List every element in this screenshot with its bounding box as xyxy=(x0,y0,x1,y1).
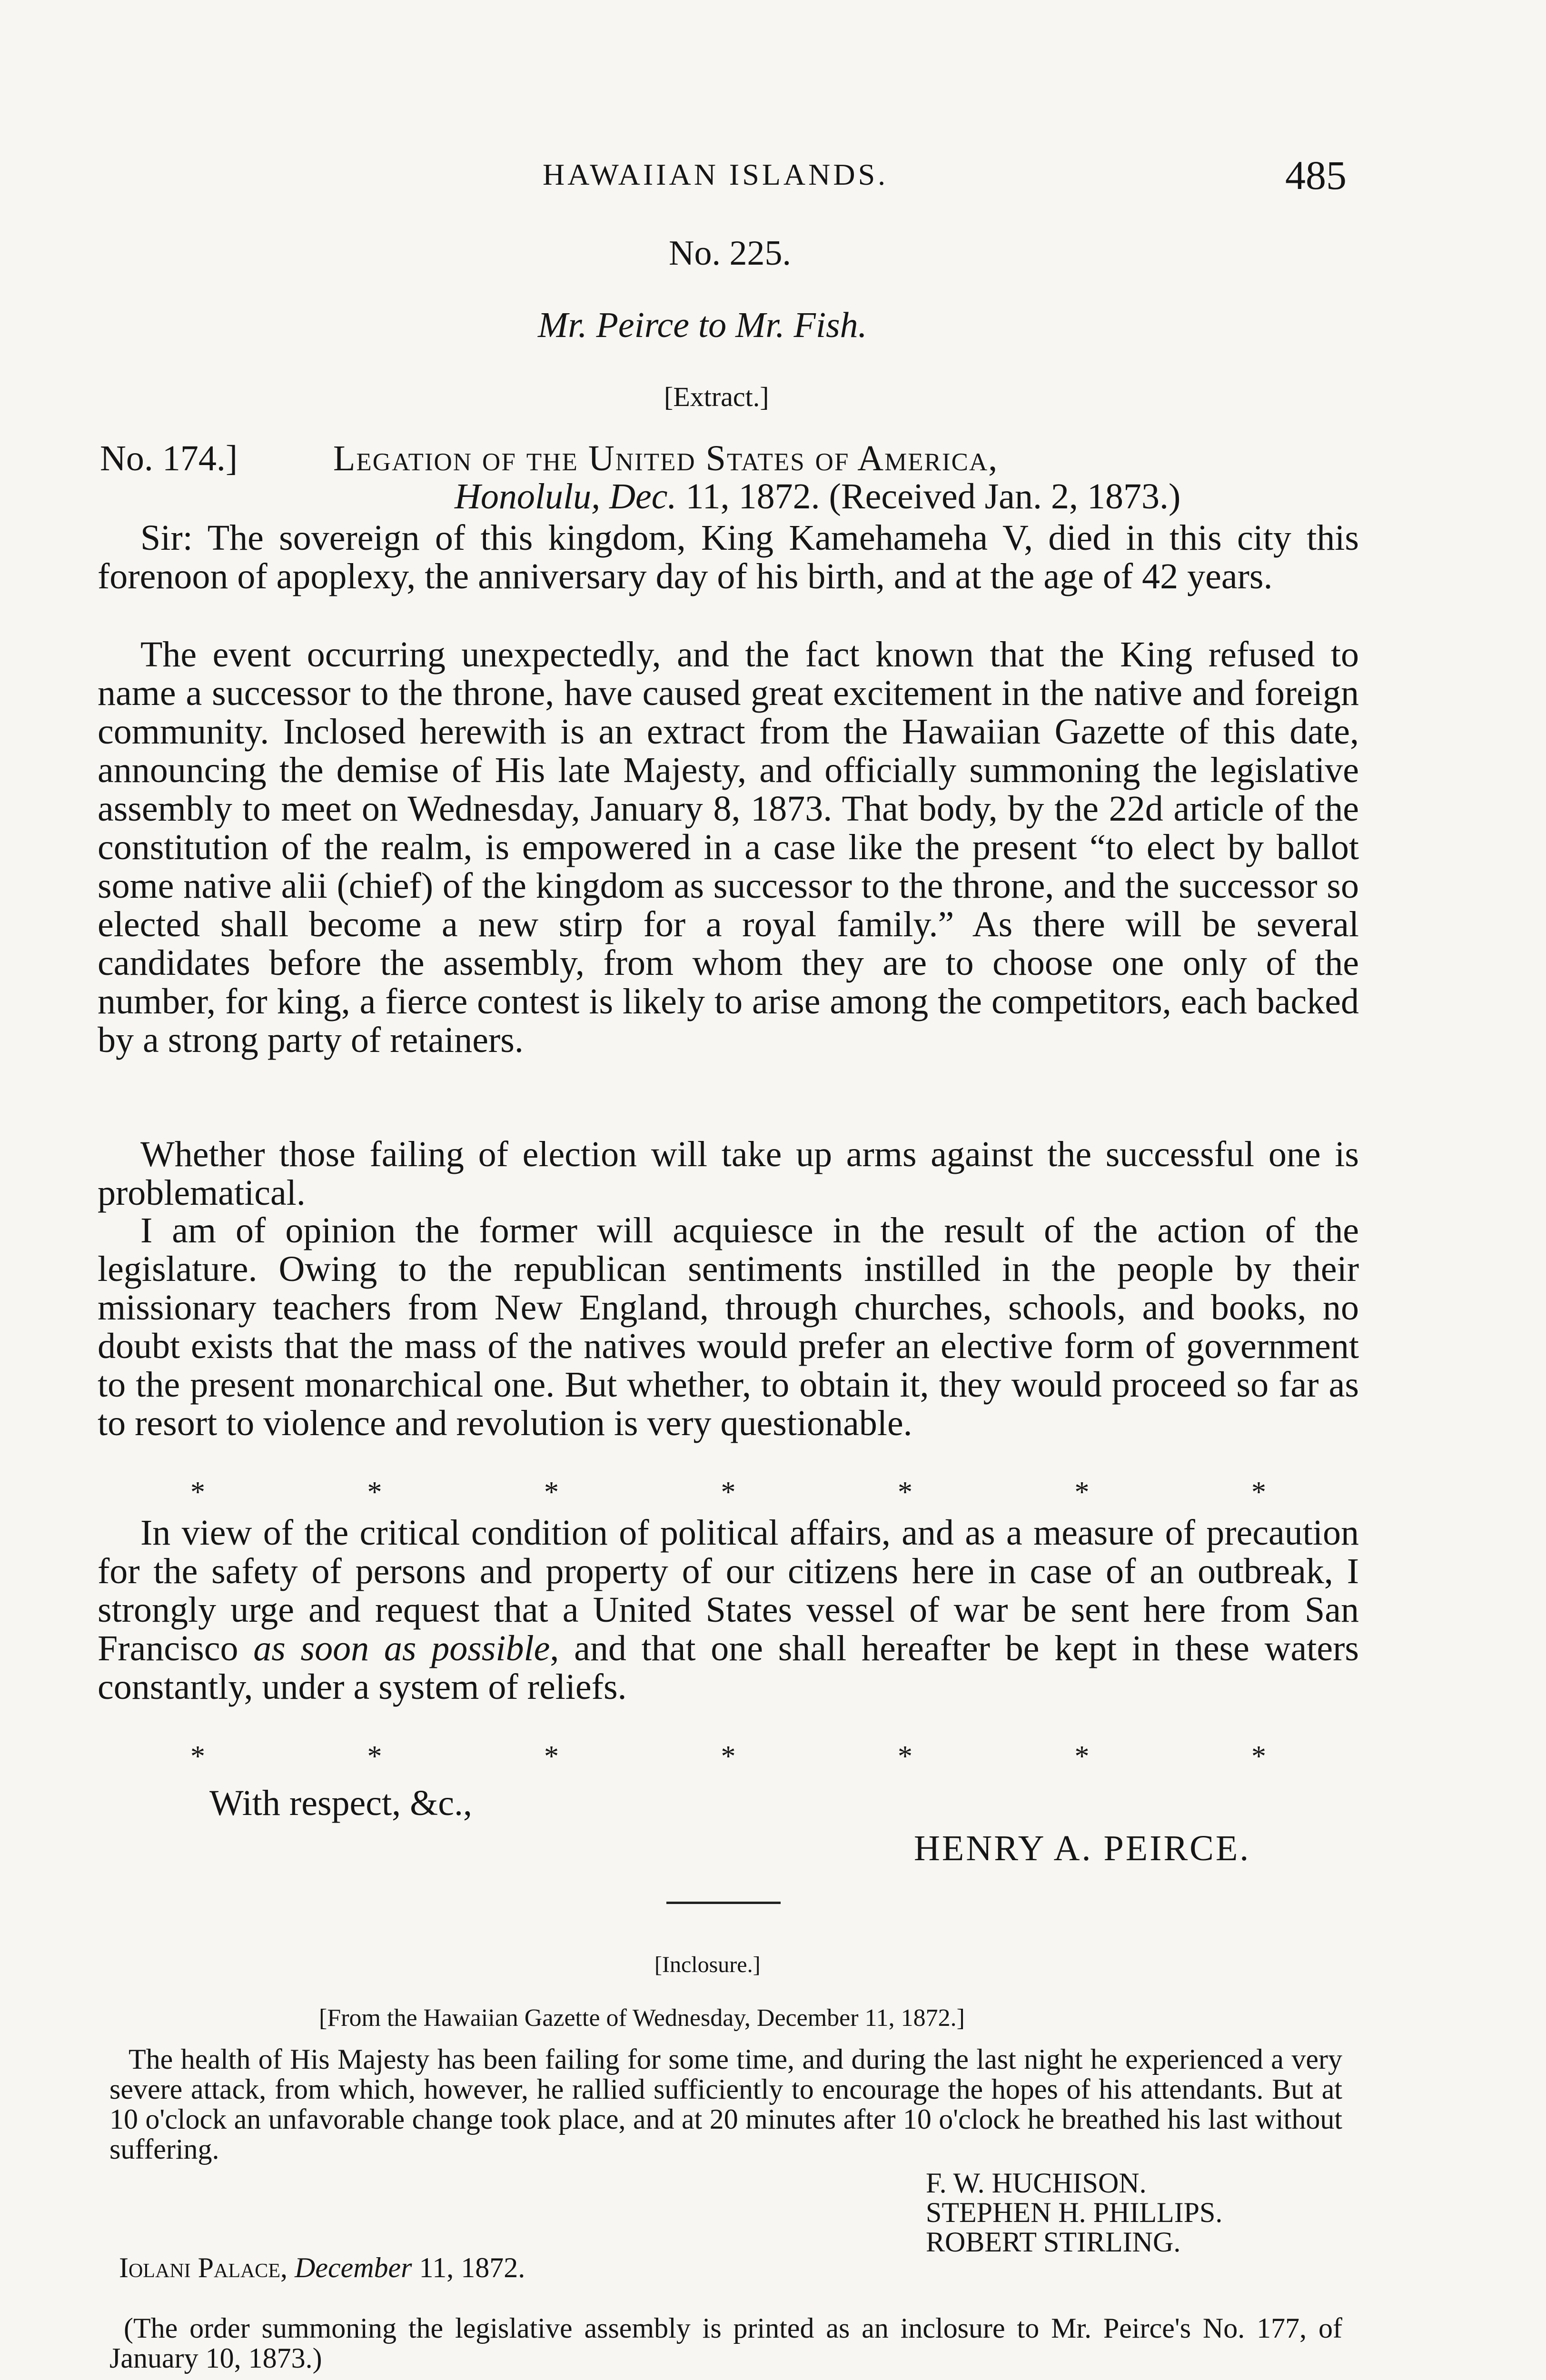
date-rest: 11, 1872. xyxy=(412,2252,525,2283)
letter-closing: With respect, &c., xyxy=(209,1783,472,1823)
dateline-place: Honolulu, Dec. xyxy=(455,476,677,516)
star: * xyxy=(544,1740,559,1773)
letter-paragraph-3: Whether those failing of election will take up arms against the successful one is problematical. xyxy=(98,1134,1359,1213)
place: Iolani Palace, xyxy=(119,2252,287,2283)
star: * xyxy=(190,1740,205,1773)
star: * xyxy=(1251,1476,1266,1508)
p5-text-b: , and that one shall hereafter be kept in these waters constantly, under a system of reliefs. xyxy=(98,1628,1359,1707)
letter-paragraph-1: Sir: The sovereign of this kingdom, King Kamehameha V, died in this city this forenoon of apoplexy, the anniversary day of his birth, and at the age of 42 years. xyxy=(98,518,1359,596)
date-month: December xyxy=(287,2252,412,2283)
star: * xyxy=(1074,1476,1090,1508)
running-head: HAWAIIAN ISLANDS. xyxy=(543,158,889,191)
star: * xyxy=(721,1740,736,1773)
letter-signature: HENRY A. PEIRCE. xyxy=(914,1828,1251,1868)
omission-stars xyxy=(190,1740,1266,1774)
star: * xyxy=(898,1740,912,1773)
star: * xyxy=(1074,1740,1090,1773)
inclosure-signers xyxy=(926,2168,1222,2257)
legation-heading: Legation of the United States of America, xyxy=(333,438,999,478)
signer: ROBERT STIRLING. xyxy=(926,2226,1181,2258)
letter-paragraph-5 xyxy=(98,1514,1359,1706)
dateline-date: 11, 1872. (Received Jan. 2, 1873.) xyxy=(676,476,1181,516)
star: * xyxy=(367,1476,382,1508)
page-number: 485 xyxy=(1285,152,1347,198)
dateline xyxy=(455,476,1180,517)
signer: F. W. HUCHISON. xyxy=(926,2167,1147,2199)
dispatch-number: No. 174.] xyxy=(100,438,238,478)
document-subtitle: Mr. Peirce to Mr. Fish. xyxy=(538,305,867,345)
star: * xyxy=(721,1476,736,1508)
extract-label: [Extract.] xyxy=(664,381,769,412)
inclosure-source: [From the Hawaiian Gazette of Wednesday, December 11, 1872.] xyxy=(319,2004,965,2032)
star: * xyxy=(544,1476,559,1508)
star: * xyxy=(898,1476,912,1508)
inclosure-text: The health of His Majesty has been failing for some time, and during the last night he experienced a very severe attack, from which, however, he rallied sufficiently to encourage the hopes of his attendants. But at 10 o'clock an unfavorable change took place, and at 20 minutes after 10 o'clock he breathed his last without suffering. xyxy=(109,2043,1342,2165)
letter-paragraph-2: The event occurring unexpectedly, and the fact known that the King refused to name a successor to the throne, have caused great excitement in the native and foreign community. Inclosed herewith is an extract from the Hawaiian Gazette of this date, announcing the demise of His late Majesty, and officially summoning the legislative assembly to meet on Wednesday, January 8, 1873. That body, by the 22d article of the constitution of the realm, is empowered in a case like the present “to elect by ballot some native alii (chief) of the kingdom as successor to the throne, and the successor so elected shall become a new stirp for a royal family.” As there will be several candidates before the assembly, from whom they are to choose one only of the number, for king, a fierce contest is likely to arise among the competitors, each backed by a strong party of retainers. xyxy=(98,635,1359,1060)
letter-paragraph-4: I am of opinion the former will acquiesce in the result of the action of the legislature. Owing to the republican sentiments instilled in the people by their missionary teachers from New England, through churches, schools, and books, no doubt exists that the mass of the natives would prefer an elective form of government to the present monarchical one. But whether, to obtain it, they would proceed so far as to resort to violence and revolution is very questionable. xyxy=(98,1210,1359,1443)
star: * xyxy=(1251,1740,1266,1773)
signer: STEPHEN H. PHILLIPS. xyxy=(926,2197,1223,2228)
star: * xyxy=(367,1740,382,1773)
inclosure-place-date xyxy=(119,2251,525,2284)
p5-text-a: In view of the critical condition of political affairs, and as a measure of precaution for the safety of persons and property of our citizens here in case of an outbreak, I strongly urge and request that a United States vessel of war be sent here from San Francisco xyxy=(98,1513,1359,1668)
document-number: No. 225. xyxy=(669,234,791,273)
section-divider xyxy=(666,1902,781,1904)
editorial-note: (The order summoning the legislative assembly is printed as an inclosure to Mr. Peirce's No. 177, of January 10, 1873.) xyxy=(109,2312,1342,2374)
inclosure-label: [Inclosure.] xyxy=(654,1952,761,1977)
star: * xyxy=(190,1476,205,1508)
p5-italic-text: as soon as possible xyxy=(253,1628,550,1668)
omission-stars xyxy=(190,1476,1266,1509)
